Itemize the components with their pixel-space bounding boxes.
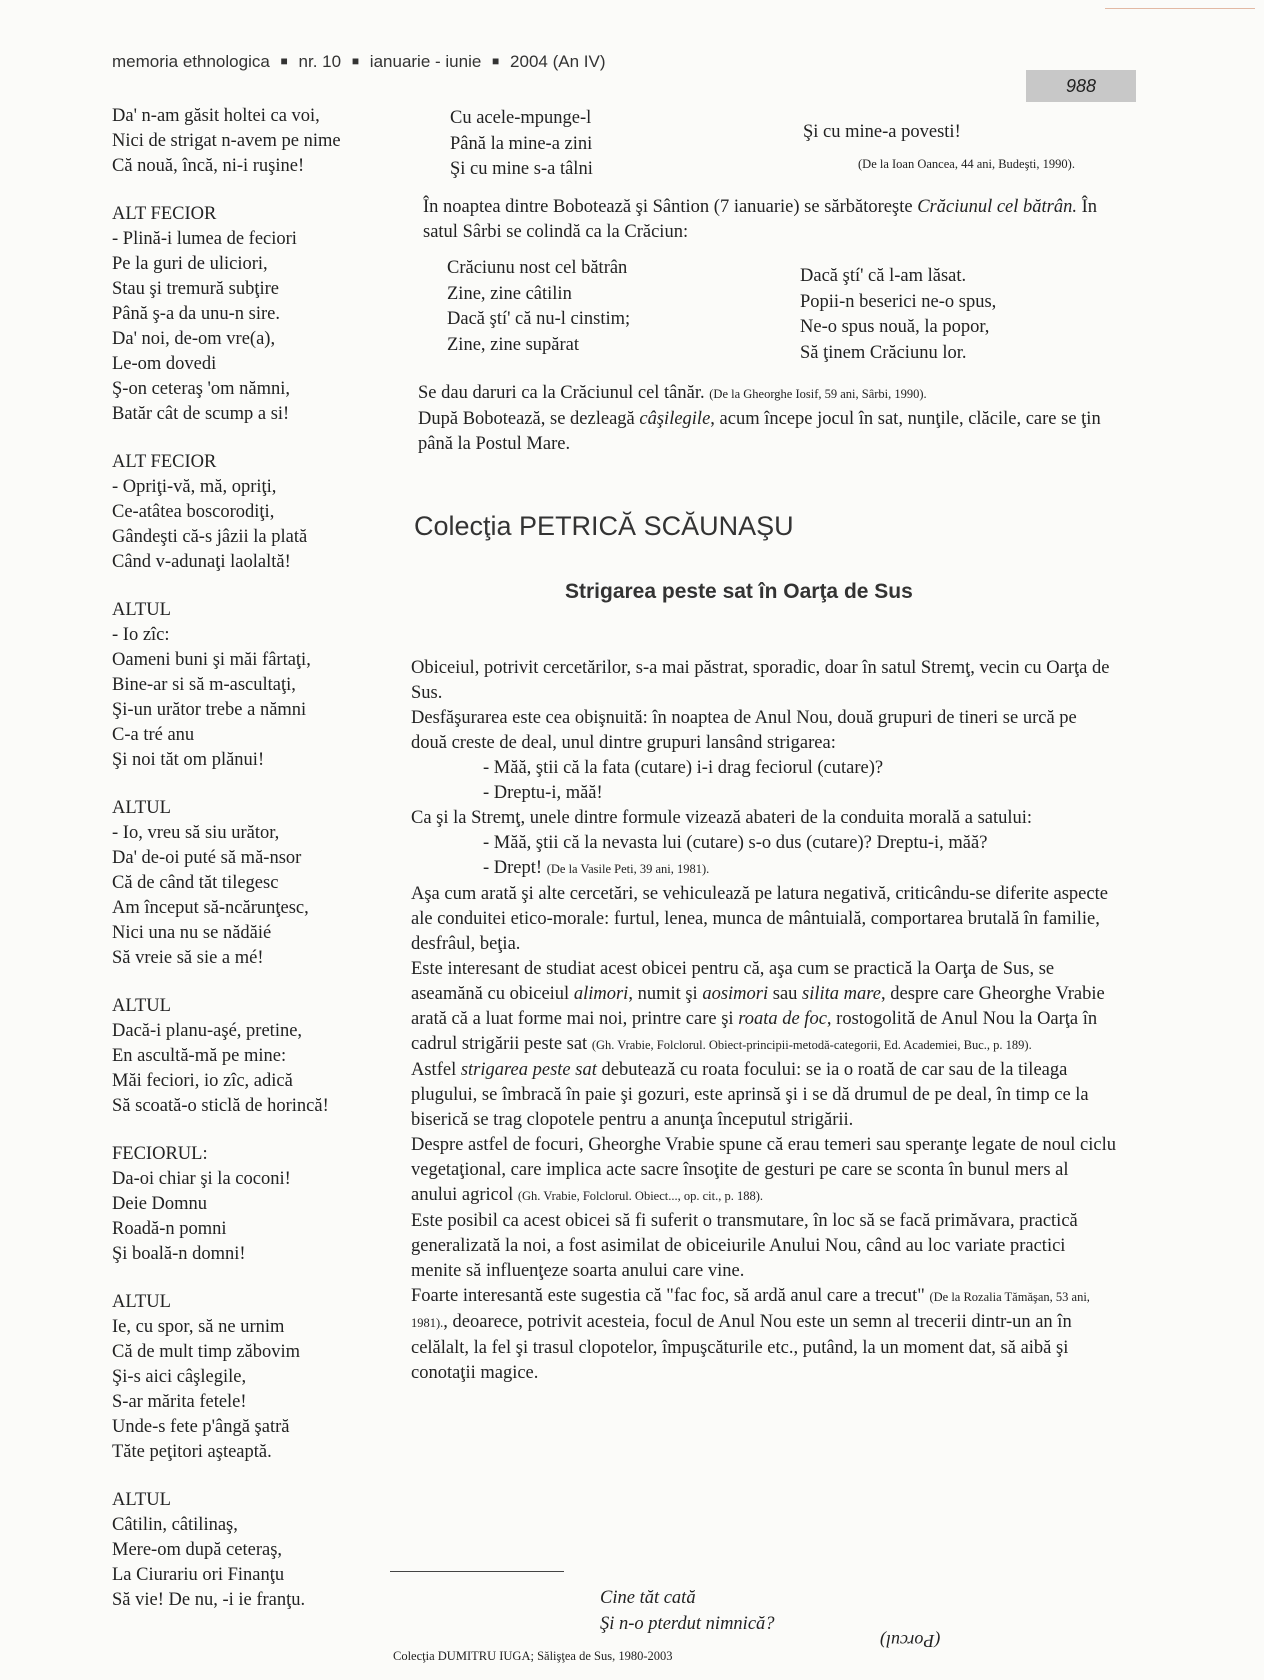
colinda-col2 (800, 264, 996, 366)
issue-number: nr. 10 (298, 52, 342, 71)
article-body (411, 656, 1117, 1386)
speaker-label: FECIORUL: (112, 1144, 208, 1164)
speaker-label: ALT FECIOR (112, 204, 217, 224)
prose-text: Este interesant de studiat acest obicei pentru că, aşa cum se practică la Oarţa de Sus, se aseamănă cu obiceiul (411, 959, 1055, 1004)
paragraph: Aşa cum arată şi alte cercetări, se vehiculează pe latura negativă, criticându-se diferite aspecte ale conduitei etico-morale: furtul, lenea, munca de mântuială, comportarea brutală în familie, desfrâul, beţia. (411, 884, 1108, 954)
verse-line: Să scoată-o sticlă de horincă! (112, 1096, 329, 1116)
verse-stanza (112, 1142, 412, 1267)
verse-line: Stau şi tremură subţire (112, 279, 279, 299)
verse-line: Că de mult timp zăbovim (112, 1342, 301, 1362)
prose-text: Despre astfel de focuri, Gheorghe Vrabie spune că erau temeri sau speranţe legate de noul ciclu vegetaţional, care implica acte sacre însoţite de gesturi pe care se sconta în bunul mers al anului agricol (411, 1135, 1117, 1205)
verse-stanza (112, 450, 412, 575)
source-note: (De la Ioan Oancea, 44 ani, Budeşti, 1990). (858, 157, 1075, 171)
closing-signature: (Porcul) (880, 1631, 941, 1651)
verse-line: Zine, zine supărat (447, 334, 580, 355)
prose-text: Foarte interesantă este sugestia că "fac foc, să ardă anul care a trecut" (411, 1286, 930, 1306)
verse-line: Câtilin, câtilinaş, (112, 1515, 238, 1535)
verse-line: Până ş-a da unu-n sire. (112, 304, 280, 324)
intro-text: În satul Sârbi se colindă ca la Crăciun: (423, 197, 1098, 242)
verse-line: Până la mine-a zini (450, 133, 593, 154)
verse-stanza (112, 796, 412, 971)
prose-italic: strigarea peste sat (460, 1060, 597, 1080)
dialogue-line: - Măă, ştii că la fata (cutare) i-i drag feciorul (cutare)? (483, 758, 884, 778)
collection-credit: Colecţia DUMITRU IUGA; Sălişţea de Sus, 1980-2003 (393, 1649, 673, 1663)
article-title: Strigarea peste sat în Oarţa de Sus (565, 580, 913, 603)
issue-year: 2004 (An IV) (510, 52, 606, 71)
verse-line: Ne-o spus nouă, la popor, (800, 317, 990, 337)
verse-line: Dacă ştí' că l-am lăsat. (800, 266, 967, 286)
verse-line: En ascultă-mă pe mine: (112, 1046, 287, 1066)
verse-line: Tăte peţitori aşteaptă. (112, 1442, 272, 1462)
paragraph (411, 1284, 1117, 1386)
prose-text: Se dau daruri ca la Crăciunul cel tânăr. (418, 383, 705, 403)
verse-line: Unde-s fete p'ângă şatră (112, 1417, 290, 1437)
verse-line: Da-oi chiar şi la coconi! (112, 1169, 291, 1189)
closing-line: Cine tăt cată (600, 1588, 696, 1608)
intro-paragraph (423, 195, 1123, 245)
intro-text: În noaptea dintre Bobotează şi Sântion (7 ianuarie) se sărbătoreşte (423, 197, 918, 217)
verse-line: C-a tré anu (112, 725, 195, 745)
paragraph: Obiceiul, potrivit cercetărilor, s-a mai păstrat, sporadic, doar în satul Stremţ, vecin cu Oarţa de Sus. (411, 658, 1110, 703)
left-verse-column (112, 104, 412, 1636)
verse-line: Când v-adunaţi laolaltă! (112, 552, 291, 572)
prose-text: , acum începe jocul în sat, nunţile, clăcile, care se ţin până la Postul Mare. (418, 409, 1101, 454)
square-bullet-icon: ■ (492, 54, 500, 68)
closing-verse (600, 1585, 775, 1637)
verse-line: Oameni buni şi măi fârtaţi, (112, 650, 311, 670)
verse-line: Dacă-i planu-aşé, pretine, (112, 1021, 303, 1041)
verse-line: Măi feciori, io zîc, adică (112, 1071, 293, 1091)
prose-italic: roata de foc (738, 1009, 827, 1029)
verse-line: Batăr cât de scump a si! (112, 404, 290, 424)
verse-line: Cu acele-mpunge-l (450, 108, 592, 128)
prose-text: , deoarece, potrivit acesteia, focul de Anul Nou este un semn al trecerii dintr-un an în celălalt, la fel şi trasul clopotelor, împuşcăturile etc., putând, la un moment dat, să aibă şi conotaţii magice. (411, 1312, 1072, 1383)
verse-line: - Opriţi-vă, mă, opriţi, (112, 477, 277, 497)
verse-line: - Io zîc: (112, 625, 170, 645)
verse-stanza (112, 104, 412, 179)
verse-line: Le-om dovedi (112, 354, 217, 374)
source-note: (De la Gheorghe Iosif, 59 ani, Sârbi, 1990). (709, 387, 927, 401)
verse-line: Să vie! De nu, -i ie franţu. (112, 1590, 306, 1610)
verse-line: Bine-ar si să m-ascultaţi, (112, 675, 296, 695)
closing-line: Şi n-o pterdut nimnică? (600, 1614, 775, 1634)
verse-line: Roadă-n pomni (112, 1219, 227, 1239)
verse-line: Că nouă, încă, ni-i ruşine! (112, 156, 305, 176)
verse-line: Ce-atâtea boscorodiţi, (112, 502, 275, 522)
speaker-label: ALTUL (112, 600, 171, 620)
prose-text: , rostogolită de Anul Nou la Oarţa în cadrul strigării peste sat (411, 1009, 1098, 1054)
verse-line: Şi cu mine s-a tâlni (450, 159, 593, 179)
running-header (112, 52, 605, 72)
citation: (De la Rozalia Tămăşan, 53 ani, 1981). (411, 1290, 1090, 1330)
verse-line: Mere-om după ceteraş, (112, 1540, 283, 1560)
verse-line: S-ar mărita fetele! (112, 1392, 247, 1412)
speaker-label: ALTUL (112, 1292, 171, 1312)
source-note: (De la Vasile Peti, 39 ani, 1981). (546, 862, 710, 876)
verse-line: Ie, cu spor, să ne urnim (112, 1317, 285, 1337)
verse-stanza (112, 994, 412, 1119)
journal-name: memoria ethnologica (112, 52, 270, 71)
prose-text: debutează cu roata focului: se ia o roată de car sau de la tileaga plugului, se îmbracă în paie şi gozuri, este aprinsă şi i se dă drumul de pe deal, în timp ce la biserică se trag clopotele pentru a anunţa începutul strigării. (411, 1060, 1089, 1130)
verse-line: Să ţinem Crăciunu lor. (800, 342, 967, 363)
square-bullet-icon: ■ (351, 54, 360, 68)
speaker-label: ALTUL (112, 1490, 171, 1510)
paragraph: Este posibil ca acest obicei să fi suferit o transmutare, în loc să se facă primăvara, practică generalizată la noi, a fost asimilat de obiceiurile Anului Nou, când au loc variate practici menite să influenţeze soarta anului care vine. (411, 1211, 1078, 1281)
paragraph (411, 957, 1117, 1058)
dialogue-line: - Dreptu-i, măă! (483, 783, 603, 803)
speaker-label: ALTUL (112, 996, 171, 1016)
paragraph (411, 1058, 1117, 1133)
prose-italic: silita mare (802, 984, 882, 1004)
section-title: Colecţia PETRICĂ SCĂUNAŞU (414, 511, 794, 541)
verse-line: Da' de-oi puté să mă-nsor (112, 848, 302, 868)
verse-line: Nici una nu se nădăié (112, 923, 272, 943)
prose-italic: aosimori (702, 984, 769, 1004)
prose-italic: alimori (573, 984, 629, 1004)
verse-line: - Io, vreu să siu urător, (112, 823, 280, 843)
dialogue-text: - Drept! (483, 858, 543, 878)
prose-text: sau (768, 984, 803, 1004)
dialogue-line (411, 856, 1117, 882)
after-colinda-paragraph (418, 381, 1118, 457)
verse-line: Da' n-am găsit holtei ca voi, (112, 106, 320, 126)
citation: (Gh. Vrabie, Folclorul. Obiect-principii-metodă-categorii, Ed. Academiei, Buc., p. 189). (591, 1038, 1032, 1052)
verse-line: Dacă ştí' că nu-l cinstim; (447, 309, 631, 329)
page-number: 988 (1026, 70, 1136, 102)
verse-line: Deie Domnu (112, 1194, 208, 1214)
verse-line: Şi noi tăt om plănui! (112, 750, 265, 770)
verse-line: Şi cu mine-a povesti! (803, 122, 961, 142)
verse-line: - Plină-i lumea de feciori (112, 229, 297, 249)
footnote-rule (390, 1571, 564, 1572)
top-verse-col1 (450, 106, 593, 183)
verse-line: Şi-un urător trebe a nămni (112, 700, 307, 720)
verse-stanza (112, 1488, 412, 1613)
verse-line: Da' noi, de-om vre(a), (112, 329, 276, 349)
verse-line: Am început să-ncărunţesc, (112, 898, 309, 918)
verse-line: Ş-on ceteraş 'om nămni, (112, 379, 291, 399)
verse-line: Gândeşti că-s jâzii la plată (112, 527, 308, 547)
colinda-col1 (447, 256, 630, 358)
verse-stanza (112, 202, 412, 427)
verse-line: Şi-s aici câşlegile, (112, 1367, 247, 1387)
prose-text: , despre care Gheorghe Vrabie arată că a luat forme mai noi, printre care şi (411, 984, 1105, 1029)
prose-text: Astfel (411, 1060, 461, 1080)
verse-line: Să vreie să sie a mé! (112, 948, 264, 968)
square-bullet-icon: ■ (280, 54, 288, 68)
paragraph (411, 1133, 1117, 1209)
top-edge-line (1105, 8, 1255, 9)
verse-line: Crăciunu nost cel bătrân (447, 258, 628, 278)
prose-text: , numit şi (628, 984, 703, 1004)
verse-line: Popii-n beserici ne-o spus, (800, 291, 997, 312)
dialogue-line: - Măă, ştii că la nevasta lui (cutare) s-o dus (cutare)? Dreptu-i, măă? (483, 833, 988, 853)
verse-line: Pe la guri de uliciori, (112, 254, 268, 274)
verse-line: Că de când tăt tilegesc (112, 873, 279, 893)
issue-period: ianuarie - iunie (369, 52, 482, 71)
verse-line: Şi boală-n domni! (112, 1244, 246, 1264)
verse-line: Nici de strigat n-avem pe nime (112, 131, 341, 151)
paragraph: Desfăşurarea este cea obişnuită: în noaptea de Anul Nou, două grupuri de tineri se urcă pe două creste de deal, unul dintre grupuri lansând strigarea: (411, 708, 1077, 753)
verse-line: La Ciurariu ori Finanţu (112, 1565, 285, 1585)
prose-text: După Bobotează, se dezleagă (418, 409, 640, 429)
paragraph: Ca şi la Stremţ, unele dintre formule vizează abateri de la conduita morală a satului: (411, 808, 1033, 828)
verse-stanza (112, 598, 412, 773)
speaker-label: ALT FECIOR (112, 452, 217, 472)
speaker-label: ALTUL (112, 798, 171, 818)
verse-line: Zine, zine câtilin (447, 283, 572, 304)
intro-italic: Crăciunul cel bătrân. (917, 197, 1077, 217)
verse-stanza (112, 1290, 412, 1465)
top-verse-col2 (803, 120, 961, 146)
prose-italic: câşilegile (639, 409, 711, 429)
citation: (Gh. Vrabie, Folclorul. Obiect..., op. cit., p. 188). (517, 1189, 764, 1203)
